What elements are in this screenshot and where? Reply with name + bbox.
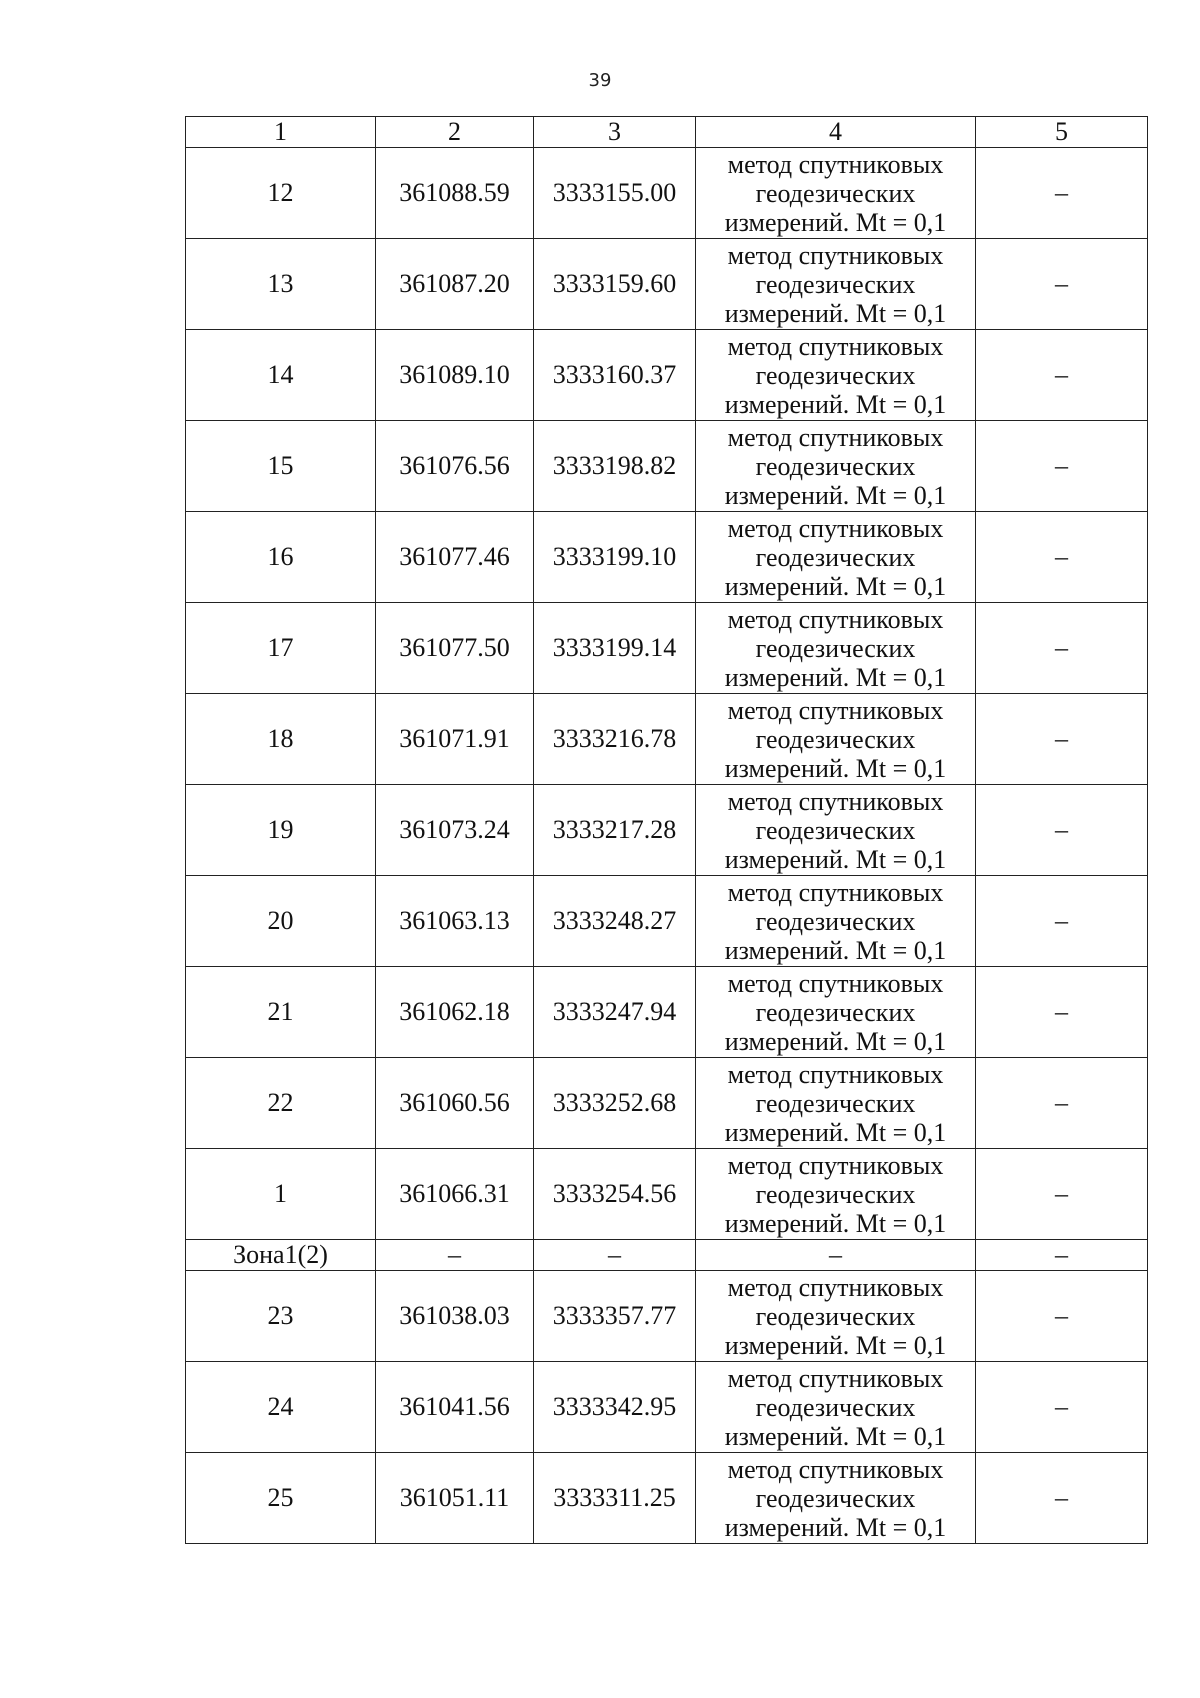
method-line: измерений. Mt = 0,1	[724, 1208, 947, 1238]
method-line: измерений. Mt = 0,1	[724, 207, 947, 237]
point-number: 25	[186, 1453, 376, 1544]
method-line: метод спутниковых	[727, 240, 944, 270]
method-line: измерений. Mt = 0,1	[724, 935, 947, 965]
method-line: геодезических	[755, 178, 916, 208]
header-cell-4: 4	[696, 117, 976, 148]
method-line: измерений. Mt = 0,1	[724, 1117, 947, 1147]
note-cell: –	[976, 876, 1148, 967]
coord-x: 361041.56	[376, 1362, 534, 1453]
table-row	[186, 239, 1148, 330]
coord-y: 3333216.78	[534, 694, 696, 785]
method-line: метод спутниковых	[727, 786, 944, 816]
method-cell	[696, 876, 976, 967]
point-number: 16	[186, 512, 376, 603]
method-cell	[696, 1362, 976, 1453]
coord-y: 3333198.82	[534, 421, 696, 512]
method-line: метод спутниковых	[727, 695, 944, 725]
method-cell	[696, 603, 976, 694]
point-number: 23	[186, 1271, 376, 1362]
method-line: геодезических	[755, 542, 916, 572]
zone-row	[186, 1240, 1148, 1271]
method-line: метод спутниковых	[727, 1059, 944, 1089]
coord-y: 3333160.37	[534, 330, 696, 421]
note-cell: –	[976, 603, 1148, 694]
note-cell: –	[976, 1453, 1148, 1544]
zone-dash: –	[976, 1240, 1148, 1271]
table-row	[186, 1362, 1148, 1453]
method-line: измерений. Mt = 0,1	[724, 571, 947, 601]
note-cell: –	[976, 1149, 1148, 1240]
table-row	[186, 785, 1148, 876]
note-cell: –	[976, 1362, 1148, 1453]
method-line: измерений. Mt = 0,1	[724, 298, 947, 328]
header-cell-1: 1	[186, 117, 376, 148]
note-cell: –	[976, 694, 1148, 785]
point-number: 12	[186, 148, 376, 239]
coord-y: 3333248.27	[534, 876, 696, 967]
point-number: 15	[186, 421, 376, 512]
header-cell-2: 2	[376, 117, 534, 148]
coord-x: 361089.10	[376, 330, 534, 421]
table-row	[186, 967, 1148, 1058]
method-line: измерений. Mt = 0,1	[724, 844, 947, 874]
table-row	[186, 1453, 1148, 1544]
method-line: метод спутниковых	[727, 149, 944, 179]
header-cell-3: 3	[534, 117, 696, 148]
method-cell	[696, 421, 976, 512]
table-row	[186, 148, 1148, 239]
method-line: измерений. Mt = 0,1	[724, 1026, 947, 1056]
method-line: измерений. Mt = 0,1	[724, 662, 947, 692]
method-line: геодезических	[755, 269, 916, 299]
coord-x: 361062.18	[376, 967, 534, 1058]
zone-dash: –	[534, 1240, 696, 1271]
method-line: измерений. Mt = 0,1	[724, 1512, 947, 1542]
coord-y: 3333199.10	[534, 512, 696, 603]
method-cell	[696, 1058, 976, 1149]
coord-x: 361060.56	[376, 1058, 534, 1149]
method-line: метод спутниковых	[727, 604, 944, 634]
coord-y: 3333159.60	[534, 239, 696, 330]
coord-x: 361063.13	[376, 876, 534, 967]
coord-y: 3333311.25	[534, 1453, 696, 1544]
note-cell: –	[976, 239, 1148, 330]
method-cell	[696, 694, 976, 785]
method-line: геодезических	[755, 1483, 916, 1513]
coord-y: 3333155.00	[534, 148, 696, 239]
table-row	[186, 330, 1148, 421]
method-line: метод спутниковых	[727, 1363, 944, 1393]
point-number: 13	[186, 239, 376, 330]
table-row	[186, 1149, 1148, 1240]
table-row	[186, 1058, 1148, 1149]
page-number: 39	[588, 70, 612, 91]
method-line: геодезических	[755, 1392, 916, 1422]
coord-y: 3333357.77	[534, 1271, 696, 1362]
method-line: метод спутниковых	[727, 1272, 944, 1302]
method-cell	[696, 785, 976, 876]
coord-y: 3333252.68	[534, 1058, 696, 1149]
method-line: геодезических	[755, 1179, 916, 1209]
coord-y: 3333199.14	[534, 603, 696, 694]
zone-label: Зона1(2)	[186, 1240, 376, 1271]
coord-x: 361073.24	[376, 785, 534, 876]
zone-dash: –	[376, 1240, 534, 1271]
method-line: геодезических	[755, 815, 916, 845]
note-cell: –	[976, 421, 1148, 512]
method-line: геодезических	[755, 1088, 916, 1118]
table-row	[186, 876, 1148, 967]
zone-dash: –	[696, 1240, 976, 1271]
method-line: метод спутниковых	[727, 968, 944, 998]
coord-x: 361076.56	[376, 421, 534, 512]
header-cell-5: 5	[976, 117, 1148, 148]
method-line: измерений. Mt = 0,1	[724, 1421, 947, 1451]
method-line: метод спутниковых	[727, 1454, 944, 1484]
coordinates-table	[185, 116, 1148, 1544]
note-cell: –	[976, 148, 1148, 239]
table-row	[186, 1271, 1148, 1362]
point-number: 14	[186, 330, 376, 421]
header-row	[186, 117, 1148, 148]
method-line: геодезических	[755, 724, 916, 754]
table-row	[186, 603, 1148, 694]
method-cell	[696, 1149, 976, 1240]
method-cell	[696, 1271, 976, 1362]
note-cell: –	[976, 330, 1148, 421]
point-number: 19	[186, 785, 376, 876]
point-number: 24	[186, 1362, 376, 1453]
method-line: геодезических	[755, 1301, 916, 1331]
table-row	[186, 512, 1148, 603]
coord-x: 361051.11	[376, 1453, 534, 1544]
point-number: 1	[186, 1149, 376, 1240]
method-cell	[696, 1453, 976, 1544]
coord-x: 361077.50	[376, 603, 534, 694]
coord-x: 361087.20	[376, 239, 534, 330]
method-line: геодезических	[755, 451, 916, 481]
point-number: 18	[186, 694, 376, 785]
coord-y: 3333217.28	[534, 785, 696, 876]
note-cell: –	[976, 785, 1148, 876]
method-line: измерений. Mt = 0,1	[724, 753, 947, 783]
method-line: метод спутниковых	[727, 1150, 944, 1180]
point-number: 22	[186, 1058, 376, 1149]
method-line: метод спутниковых	[727, 331, 944, 361]
table-row	[186, 421, 1148, 512]
table-row	[186, 694, 1148, 785]
coord-y: 3333247.94	[534, 967, 696, 1058]
method-cell	[696, 512, 976, 603]
point-number: 21	[186, 967, 376, 1058]
coord-x: 361071.91	[376, 694, 534, 785]
point-number: 20	[186, 876, 376, 967]
method-cell	[696, 330, 976, 421]
method-cell	[696, 239, 976, 330]
method-line: метод спутниковых	[727, 513, 944, 543]
method-line: измерений. Mt = 0,1	[724, 389, 947, 419]
coord-y: 3333342.95	[534, 1362, 696, 1453]
method-line: геодезических	[755, 906, 916, 936]
coord-x: 361088.59	[376, 148, 534, 239]
method-line: метод спутниковых	[727, 877, 944, 907]
coord-y: 3333254.56	[534, 1149, 696, 1240]
coord-x: 361038.03	[376, 1271, 534, 1362]
coord-x: 361066.31	[376, 1149, 534, 1240]
method-line: геодезических	[755, 633, 916, 663]
method-line: метод спутниковых	[727, 422, 944, 452]
point-number: 17	[186, 603, 376, 694]
method-cell	[696, 967, 976, 1058]
note-cell: –	[976, 512, 1148, 603]
method-line: геодезических	[755, 360, 916, 390]
note-cell: –	[976, 1271, 1148, 1362]
method-cell	[696, 148, 976, 239]
note-cell: –	[976, 967, 1148, 1058]
method-line: геодезических	[755, 997, 916, 1027]
method-line: измерений. Mt = 0,1	[724, 480, 947, 510]
note-cell: –	[976, 1058, 1148, 1149]
method-line: измерений. Mt = 0,1	[724, 1330, 947, 1360]
coord-x: 361077.46	[376, 512, 534, 603]
